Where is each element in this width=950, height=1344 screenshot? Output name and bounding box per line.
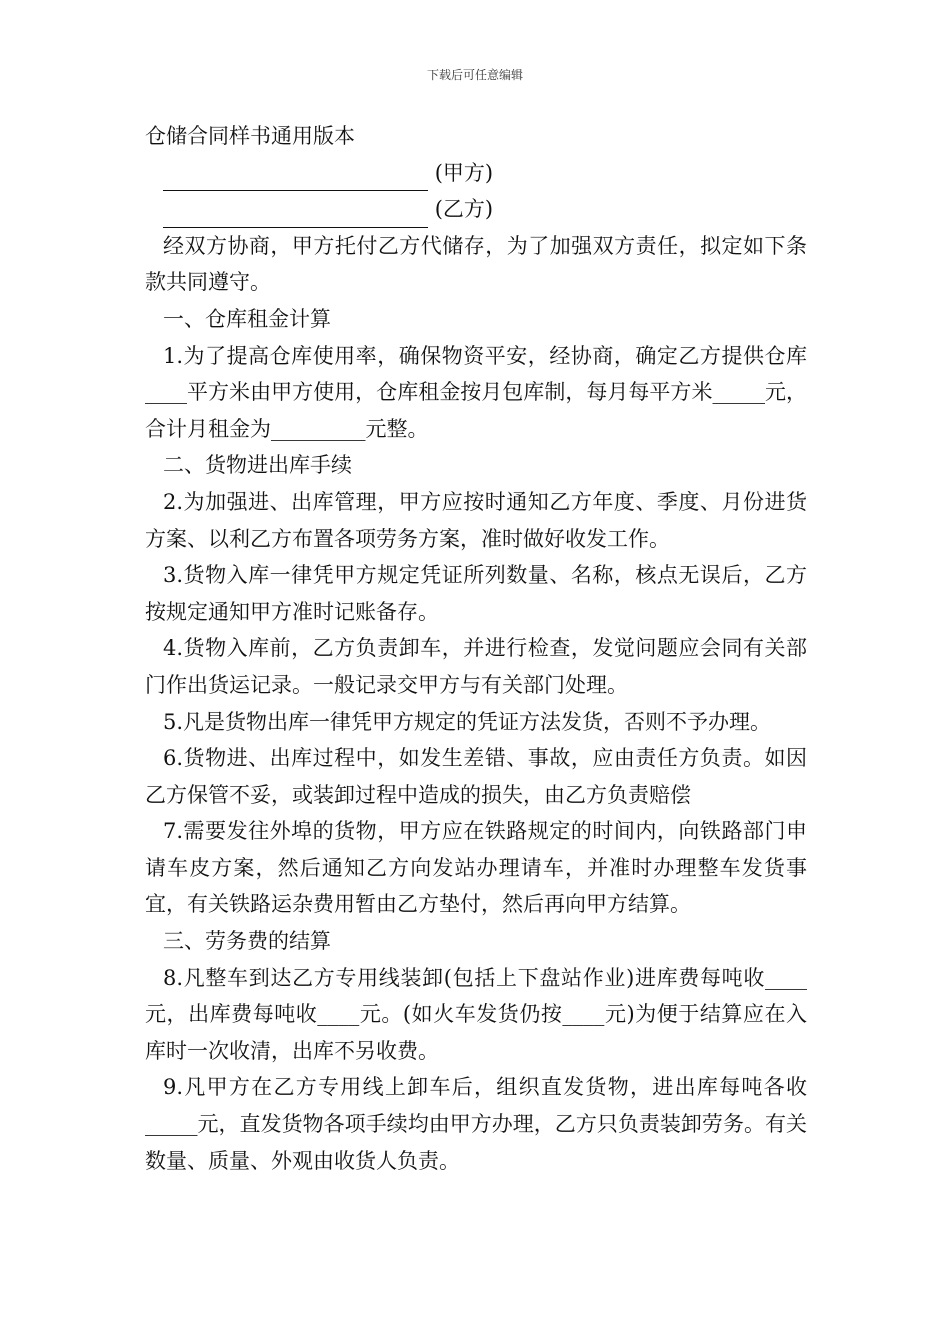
clause-1: 1.为了提高仓库使用率，确保物资平安，经协商，确定乙方提供仓库____平方米由甲方使用，仓库租金按月包库制，每月每平方米_____元，合计月租金为_________元整。 bbox=[145, 343, 807, 441]
clause-3: 3.货物入库一律凭甲方规定凭证所列数量、名称，核点无误后，乙方按规定通知甲方准时记账备存。 bbox=[145, 563, 807, 624]
section-heading: 一、仓库租金计算 bbox=[163, 306, 331, 331]
party-a-label: (甲方) bbox=[434, 160, 494, 185]
clause-8: 8.凡整车到达乙方专用线装卸(包括上下盘站作业)进库费每吨收____元，出库费每吨收____元。(如火车发货仍按____元)为便于结算应在入库时一次收清，出库不另收费。 bbox=[145, 965, 807, 1063]
clause-9: 9.凡甲方在乙方专用线上卸车后，组织直发货物，进出库每吨各收_____元，直发货物各项手续均由甲方办理，乙方只负责装卸劳务。有关数量、质量、外观由收货人负责。 bbox=[145, 1075, 807, 1173]
clause-4: 4.货物入库前，乙方负责卸车，并进行检查，发觉问题应会同有关部门作出货运记录。一般记录交甲方与有关部门处理。 bbox=[145, 636, 807, 697]
party-a-blank[interactable] bbox=[163, 164, 428, 191]
party-b-label: (乙方) bbox=[434, 197, 494, 222]
clause-2: 2.为加强进、出库管理，甲方应按时通知乙方年度、季度、月份进货方案、以利乙方布置各项劳务方案，准时做好收发工作。 bbox=[145, 489, 807, 551]
party-b-line bbox=[145, 191, 807, 228]
document-title: 仓储合同样书通用版本 bbox=[145, 124, 355, 148]
section-heading: 二、货物进出库手续 bbox=[163, 453, 352, 478]
clause-5: 5.凡是货物出库一律凭甲方规定的凭证方法发货，否则不予办理。 bbox=[163, 709, 772, 734]
party-b-blank[interactable] bbox=[163, 201, 428, 228]
intro-paragraph: 经双方协商，甲方托付乙方代储存，为了加强双方责任，拟定如下条款共同遵守。 bbox=[145, 233, 807, 295]
page-header: 下载后可任意编辑 bbox=[426, 68, 523, 82]
section-heading: 三、劳务费的结算 bbox=[163, 929, 331, 954]
party-a-line bbox=[145, 155, 807, 192]
clause-7: 7.需要发往外埠的货物，甲方应在铁路规定的时间内，向铁路部门申请车皮方案，然后通知乙方向发站办理请车，并准时办理整车发货事宜，有关铁路运杂费用暂由乙方垫付，然后再向甲方结算。 bbox=[145, 819, 807, 917]
document-body bbox=[145, 118, 807, 1179]
clause-6: 6.货物进、出库过程中，如发生差错、事故，应由责任方负责。如因乙方保管不妥，或装卸过程中造成的损失，由乙方负责赔偿 bbox=[145, 746, 807, 807]
